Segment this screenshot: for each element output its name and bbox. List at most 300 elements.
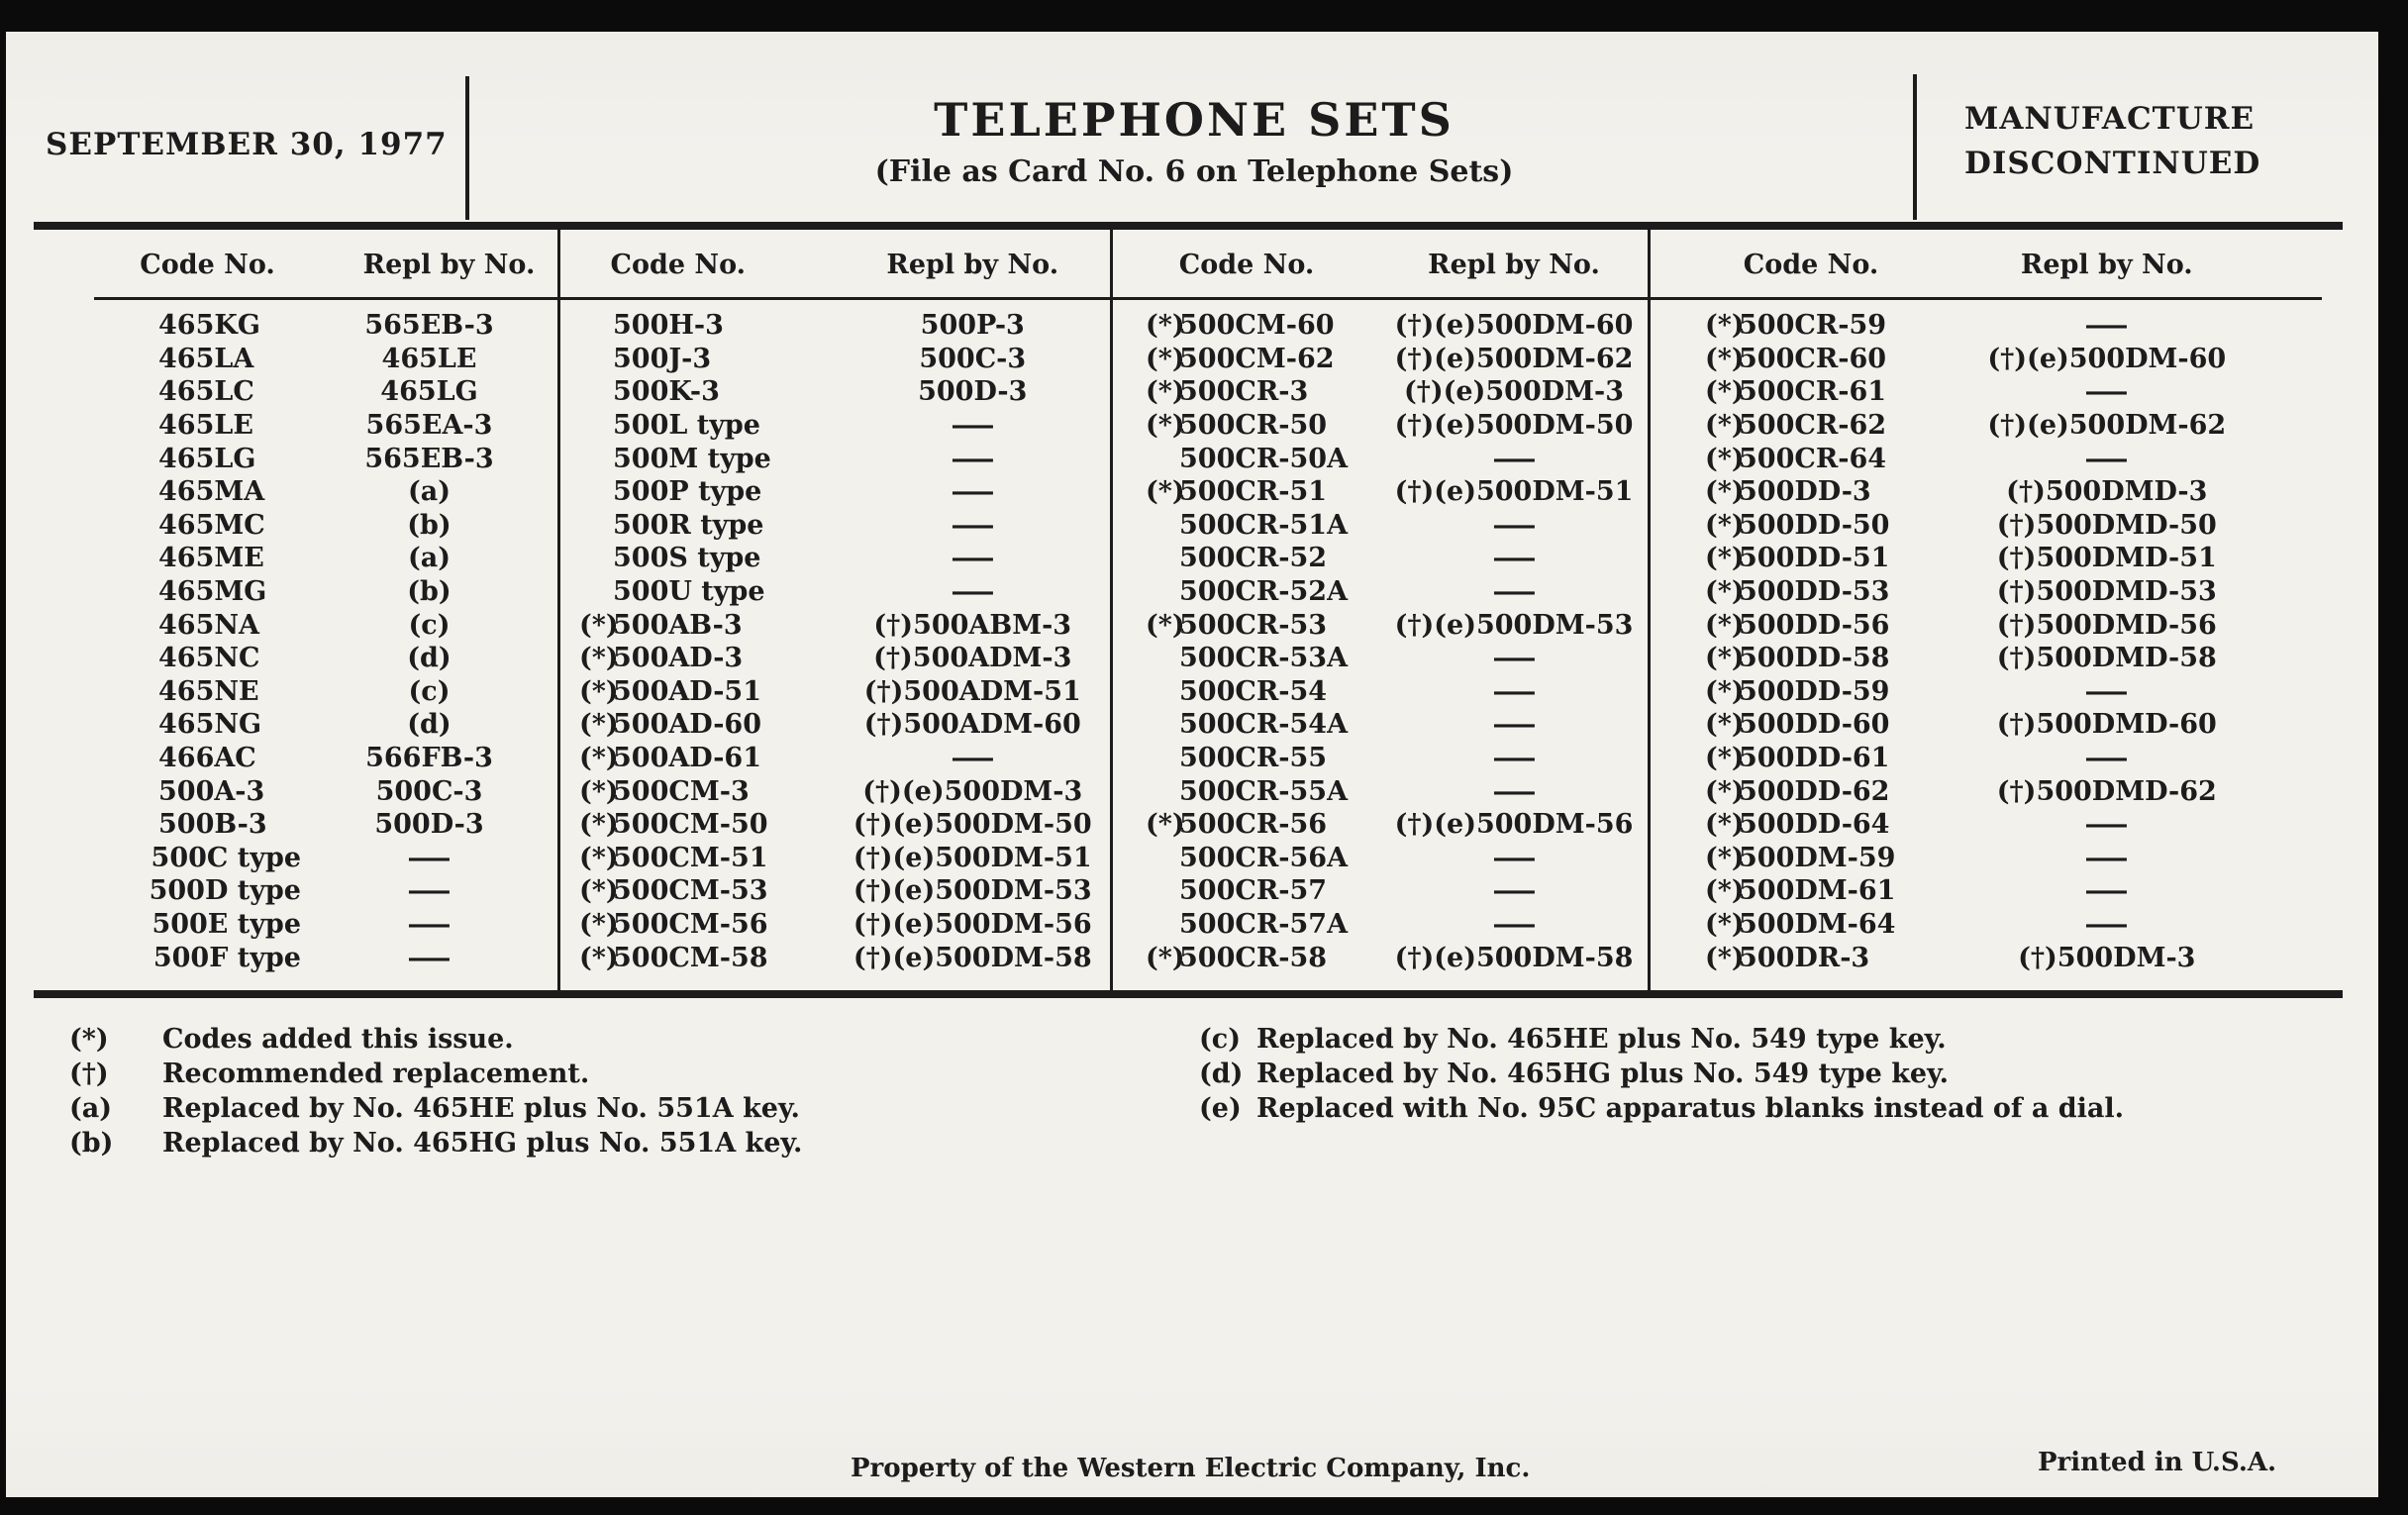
- code-cell: [1113, 610, 1380, 641]
- table-row: [1113, 774, 1648, 808]
- code-prefix: (*): [1705, 709, 1745, 741]
- code-value: 500DD-59: [1739, 675, 1890, 707]
- table-row: [1113, 642, 1648, 675]
- table-row: [45, 742, 557, 775]
- code-prefix: [125, 676, 158, 707]
- table-row: [45, 509, 557, 543]
- table-row: [1651, 708, 2363, 742]
- bottom-heavy-rule: [34, 990, 2343, 998]
- table-row: [560, 941, 1110, 974]
- code-prefix: [1146, 676, 1179, 707]
- code-prefix: [579, 576, 613, 607]
- repl-value: (c): [408, 675, 451, 707]
- table-row: [45, 442, 557, 475]
- repl-value: —: [406, 942, 452, 973]
- table-row: [1113, 409, 1648, 443]
- repl-value: 500C-3: [919, 343, 1027, 374]
- footnote-text: Replaced by No. 465HE plus No. 549 type key.: [1256, 1024, 1947, 1055]
- repl-value: (c): [408, 609, 451, 641]
- footnote: [69, 1126, 802, 1161]
- repl-value: (†)(e)500DM-56: [1394, 809, 1634, 841]
- footnote-text: Replaced with No. 95C apparatus blanks instead of a dial.: [1256, 1093, 2125, 1124]
- repl-value: (†)500ADM-51: [863, 675, 1081, 707]
- repl-cell: [1380, 444, 1648, 474]
- discontinued-line: DISCONTINUED: [1964, 146, 2261, 181]
- repl-value: (†)500DMD-51: [1996, 543, 2217, 574]
- table-row: [1651, 774, 2363, 808]
- code-cell: [1113, 344, 1380, 374]
- group-headers: [1651, 230, 2363, 289]
- repl-cell: [1380, 909, 1648, 940]
- code-value: 500CR-53A: [1179, 643, 1349, 674]
- repl-cell: [836, 843, 1111, 873]
- code-value: 500M type: [613, 443, 771, 474]
- repl-cell: [1971, 510, 2243, 541]
- repl-cell: [301, 643, 557, 673]
- table-row: [560, 575, 1110, 609]
- repl-value: (†)(e)500DM-53: [1394, 609, 1634, 641]
- group-rows: [45, 309, 557, 974]
- code-prefix: [579, 476, 613, 507]
- property-notice: Property of the Western Electric Company, Inc.: [851, 1454, 1531, 1483]
- code-prefix: [125, 776, 158, 807]
- code-cell: [560, 410, 836, 441]
- table-row: [560, 774, 1110, 808]
- code-value: 500DD-3: [1739, 476, 1871, 508]
- code-value: 465ME: [158, 543, 264, 574]
- repl-cell: [836, 643, 1111, 673]
- repl-value: (†)(e)500DM-53: [853, 875, 1092, 907]
- code-cell: [1651, 676, 1971, 707]
- footnote-text: Replaced by No. 465HG plus No. 551A key.: [162, 1128, 803, 1159]
- code-value: 465MA: [158, 476, 265, 508]
- code-value: 500CR-58: [1179, 942, 1328, 973]
- code-prefix: [125, 576, 158, 607]
- code-prefix: (*): [1705, 310, 1745, 342]
- repl-cell: [1971, 776, 2243, 807]
- repl-cell: [836, 543, 1111, 573]
- group-rows: [1651, 309, 2363, 974]
- repl-value: (†)(e)500DM-50: [853, 809, 1092, 841]
- code-prefix: [579, 376, 613, 407]
- repl-value: (†)(e)500DM-60: [1987, 343, 2227, 374]
- table-row: [1113, 941, 1648, 974]
- code-cell: [1651, 476, 1971, 507]
- code-cell: [560, 875, 836, 906]
- code-cell: [45, 444, 301, 474]
- table-row: [560, 842, 1110, 875]
- repl-value: (a): [407, 476, 452, 508]
- code-cell: [45, 510, 301, 541]
- manufacture-discontinued-label: [1964, 97, 2360, 186]
- table-row: [1651, 941, 2363, 974]
- code-prefix: (*): [1705, 443, 1745, 474]
- code-cell: [45, 709, 301, 740]
- code-value: 500CR-51A: [1179, 509, 1349, 541]
- code-cell: [45, 743, 301, 773]
- code-value: 500CR-3: [1179, 376, 1309, 408]
- code-cell: [1113, 410, 1380, 441]
- table-row: [1651, 343, 2363, 376]
- repl-value: 500P-3: [920, 310, 1025, 342]
- code-cell: [560, 909, 836, 940]
- code-prefix: [1146, 709, 1179, 740]
- repl-cell: [1380, 543, 1648, 573]
- code-value: 500CR-57A: [1179, 908, 1349, 940]
- repl-value: 500C-3: [375, 775, 483, 807]
- repl-value: —: [1491, 775, 1537, 807]
- table-row: [560, 608, 1110, 642]
- repl-value: (b): [407, 576, 452, 608]
- table-row: [45, 375, 557, 409]
- repl-cell: [1380, 610, 1648, 641]
- code-value: 500R type: [613, 509, 764, 541]
- table-row: [560, 874, 1110, 908]
- code-prefix: [1146, 444, 1179, 474]
- table-row: [45, 908, 557, 942]
- repl-cell: [836, 676, 1111, 707]
- code-prefix: [579, 510, 613, 541]
- footnotes-right: [1199, 1022, 2124, 1126]
- repl-value: —: [2083, 310, 2130, 342]
- code-value: 500CM-50: [613, 809, 768, 841]
- code-no-header: Code No.: [140, 250, 275, 280]
- code-cell: [1113, 510, 1380, 541]
- code-value: 500CR-50: [1179, 410, 1328, 442]
- code-value: 500CM-58: [613, 942, 768, 973]
- table-row: [45, 642, 557, 675]
- table-row: [1651, 808, 2363, 842]
- repl-cell: [1971, 444, 2243, 474]
- code-value: 500AD-51: [613, 675, 762, 707]
- code-prefix: (*): [1146, 410, 1185, 442]
- repl-cell: [301, 875, 557, 906]
- code-prefix: [1146, 510, 1179, 541]
- repl-value: —: [2083, 809, 2130, 841]
- code-prefix: [1146, 776, 1179, 807]
- code-value: 500CR-64: [1739, 443, 1887, 474]
- table-row: [1113, 675, 1648, 709]
- repl-cell: [1971, 743, 2243, 773]
- code-value: 500DD-61: [1739, 743, 1890, 774]
- repl-value: —: [950, 543, 996, 574]
- code-value: 500CR-51: [1179, 476, 1328, 508]
- code-value: 465LA: [158, 343, 254, 374]
- repl-cell: [301, 444, 557, 474]
- code-value: 500CR-55A: [1179, 775, 1349, 807]
- repl-value: (†)500ABM-3: [873, 609, 1072, 641]
- code-cell: [1113, 875, 1380, 906]
- footnote-mark: (e): [1199, 1093, 1242, 1124]
- code-cell: [560, 643, 836, 673]
- table-row: [1651, 874, 2363, 908]
- group-headers: [45, 230, 557, 289]
- repl-value: (†)(e)500DM-56: [853, 908, 1092, 940]
- code-value: 500CR-52A: [1179, 576, 1349, 608]
- code-cell: [45, 809, 301, 840]
- repl-value: (†)(e)500DM-58: [1394, 942, 1634, 973]
- table-row: [560, 509, 1110, 543]
- code-prefix: [125, 743, 158, 773]
- code-cell: [560, 843, 836, 873]
- code-prefix: [1146, 875, 1179, 906]
- code-prefix: [1146, 643, 1179, 673]
- code-cell: [1113, 543, 1380, 573]
- table-row: [45, 808, 557, 842]
- repl-cell: [836, 709, 1111, 740]
- repl-cell: [1380, 476, 1648, 507]
- code-prefix: (*): [1705, 775, 1745, 807]
- repl-value: —: [2083, 875, 2130, 907]
- repl-value: —: [2083, 443, 2130, 474]
- code-cell: [1651, 743, 1971, 773]
- repl-cell: [1380, 676, 1648, 707]
- code-cell: [560, 776, 836, 807]
- table-row: [560, 742, 1110, 775]
- code-prefix: (*): [1146, 310, 1185, 342]
- table-row: [1651, 675, 2363, 709]
- repl-value: —: [1491, 908, 1537, 940]
- repl-cell: [301, 776, 557, 807]
- code-value: 500CM-3: [613, 775, 750, 807]
- code-value: 465NG: [158, 709, 262, 741]
- code-prefix: (*): [1705, 743, 1745, 774]
- table-row: [45, 774, 557, 808]
- code-value: 465KG: [158, 310, 260, 342]
- repl-cell: [1380, 643, 1648, 673]
- repl-value: (†)(e)500DM-62: [1394, 343, 1634, 374]
- table-row: [560, 475, 1110, 509]
- code-cell: [45, 543, 301, 573]
- code-value: 500CR-56A: [1179, 842, 1349, 873]
- repl-cell: [1971, 344, 2243, 374]
- footnote-mark: (†): [69, 1059, 109, 1089]
- table-row: [45, 874, 557, 908]
- code-cell: [1651, 310, 1971, 341]
- issue-date: SEPTEMBER 30, 1977: [46, 127, 448, 162]
- table-row: [1651, 509, 2363, 543]
- repl-cell: [1380, 344, 1648, 374]
- code-cell: [560, 376, 836, 407]
- repl-value: 500D-3: [374, 809, 484, 841]
- code-cell: [45, 843, 301, 873]
- repl-value: 565EA-3: [365, 410, 493, 442]
- footnote-mark: (a): [69, 1093, 113, 1124]
- repl-cell: [1971, 410, 2243, 441]
- code-cell: [1651, 610, 1971, 641]
- code-cell: [560, 344, 836, 374]
- code-value: 500CR-59: [1739, 310, 1887, 342]
- code-value: 500DR-3: [1739, 942, 1870, 973]
- table-group-3: [1113, 230, 1651, 990]
- table-row: [1651, 542, 2363, 575]
- code-prefix: (*): [1146, 343, 1185, 374]
- code-cell: [560, 476, 836, 507]
- footnote-mark: (c): [1199, 1024, 1241, 1055]
- table-row: [1651, 442, 2363, 475]
- table-row: [560, 442, 1110, 475]
- code-prefix: (*): [579, 875, 619, 907]
- repl-cell: [836, 875, 1111, 906]
- table-row: [1113, 442, 1648, 475]
- table-row: [45, 542, 557, 575]
- footnote-mark: (*): [69, 1024, 109, 1055]
- printed-in-usa: Printed in U.S.A.: [2038, 1448, 2277, 1477]
- repl-cell: [1380, 376, 1648, 407]
- repl-cell: [1380, 310, 1648, 341]
- table-row: [560, 309, 1110, 343]
- code-value: 500DD-60: [1739, 709, 1890, 741]
- table-row: [1651, 375, 2363, 409]
- code-value: 500CR-61: [1739, 376, 1887, 408]
- code-value: 500CM-62: [1179, 343, 1335, 374]
- table-row: [560, 542, 1110, 575]
- code-cell: [45, 610, 301, 641]
- repl-cell: [1971, 943, 2243, 973]
- repl-value: —: [1491, 842, 1537, 873]
- code-prefix: (*): [579, 908, 619, 940]
- table-row: [45, 475, 557, 509]
- code-value: 465NE: [158, 675, 259, 707]
- repl-cell: [836, 943, 1111, 973]
- repl-cell: [1971, 376, 2243, 407]
- table-row: [1651, 742, 2363, 775]
- code-value: 500AD-60: [613, 709, 762, 741]
- repl-value: (†)(e)500DM-50: [1394, 410, 1634, 442]
- repl-cell: [301, 676, 557, 707]
- code-value: 465MG: [158, 576, 267, 608]
- group-headers: [560, 230, 1110, 289]
- repl-cell: [1380, 843, 1648, 873]
- code-cell: [560, 576, 836, 607]
- repl-value: (†)500DMD-62: [1996, 775, 2217, 807]
- code-prefix: [1146, 843, 1179, 873]
- code-value: 500S type: [613, 543, 761, 574]
- footnote: [1199, 1091, 2124, 1126]
- repl-cell: [1380, 410, 1648, 441]
- code-prefix: (*): [1705, 476, 1745, 508]
- code-value: 500CR-56: [1179, 809, 1328, 841]
- code-value: 500A-3: [158, 775, 265, 807]
- repl-value: —: [1491, 643, 1537, 674]
- code-cell: [45, 410, 301, 441]
- code-no-header: Code No.: [1178, 250, 1315, 280]
- code-cell: [45, 643, 301, 673]
- code-value: 500DD-64: [1739, 809, 1890, 841]
- code-prefix: (*): [1705, 343, 1745, 374]
- repl-value: 565EB-3: [364, 310, 494, 342]
- code-value: 465MC: [158, 509, 265, 541]
- code-prefix: (*): [579, 842, 619, 873]
- table-row: [1113, 575, 1648, 609]
- code-prefix: (*): [1705, 942, 1745, 973]
- repl-value: —: [950, 443, 996, 474]
- table-row: [1113, 708, 1648, 742]
- code-value: 465LG: [158, 443, 256, 474]
- code-cell: [560, 709, 836, 740]
- footnote: [1199, 1057, 2124, 1091]
- repl-cell: [301, 809, 557, 840]
- repl-cell: [1971, 709, 2243, 740]
- code-cell: [45, 776, 301, 807]
- code-cell: [1651, 410, 1971, 441]
- table-row: [45, 343, 557, 376]
- repl-cell: [1380, 875, 1648, 906]
- repl-value: —: [950, 410, 996, 442]
- table-row: [1651, 608, 2363, 642]
- code-prefix: (*): [1146, 376, 1185, 408]
- repl-cell: [836, 909, 1111, 940]
- repl-cell: [1971, 310, 2243, 341]
- repl-by-no-header: Repl by No.: [886, 250, 1059, 280]
- repl-value: (†)(e)500DM-58: [853, 942, 1092, 973]
- repl-cell: [1380, 743, 1648, 773]
- table-row: [1113, 742, 1648, 775]
- code-value: 500CR-60: [1739, 343, 1887, 374]
- code-cell: [1113, 743, 1380, 773]
- table-row: [1113, 842, 1648, 875]
- repl-value: —: [1491, 875, 1537, 907]
- repl-cell: [1971, 843, 2243, 873]
- code-prefix: (*): [1146, 942, 1185, 973]
- title-block: [501, 93, 1887, 189]
- repl-value: —: [1491, 743, 1537, 774]
- repl-value: (†)500DMD-50: [1996, 509, 2217, 541]
- repl-value: (†)500DMD-56: [1996, 609, 2217, 641]
- code-prefix: (*): [1705, 609, 1745, 641]
- repl-value: —: [1491, 509, 1537, 541]
- footnote-text: Replaced by No. 465HG plus No. 549 type key.: [1256, 1059, 1950, 1089]
- repl-cell: [1971, 576, 2243, 607]
- repl-cell: [836, 610, 1111, 641]
- repl-value: —: [406, 842, 452, 873]
- repl-value: —: [2083, 908, 2130, 940]
- repl-value: —: [2083, 842, 2130, 873]
- table-row: [45, 608, 557, 642]
- code-value: 500CR-54A: [1179, 709, 1349, 741]
- code-value: 500DD-51: [1739, 543, 1890, 574]
- code-cell: [45, 476, 301, 507]
- repl-value: —: [1491, 675, 1537, 707]
- table-row: [1651, 409, 2363, 443]
- table-row: [1651, 309, 2363, 343]
- group-rows: [560, 309, 1110, 974]
- table-row: [1113, 375, 1648, 409]
- code-prefix: [125, 843, 151, 873]
- header-divider-left: [465, 76, 469, 220]
- footnote-mark: (d): [1199, 1059, 1244, 1089]
- code-cell: [1651, 376, 1971, 407]
- footnotes-left: [69, 1022, 802, 1161]
- repl-value: (†)500ADM-3: [873, 643, 1072, 674]
- code-value: 466AC: [158, 743, 256, 774]
- repl-by-no-header: Repl by No.: [1428, 250, 1600, 280]
- code-prefix: (*): [579, 809, 619, 841]
- code-cell: [1651, 543, 1971, 573]
- repl-value: —: [950, 576, 996, 608]
- code-value: 500DD-53: [1739, 576, 1890, 608]
- repl-value: —: [2083, 376, 2130, 408]
- repl-cell: [836, 476, 1111, 507]
- table-row: [1113, 509, 1648, 543]
- code-value: 500J-3: [613, 343, 712, 374]
- code-value: 500B-3: [158, 809, 267, 841]
- table-row: [560, 908, 1110, 942]
- table-row: [1113, 343, 1648, 376]
- repl-cell: [301, 843, 557, 873]
- code-value: 500AB-3: [613, 609, 743, 641]
- code-value: 500L type: [613, 410, 760, 442]
